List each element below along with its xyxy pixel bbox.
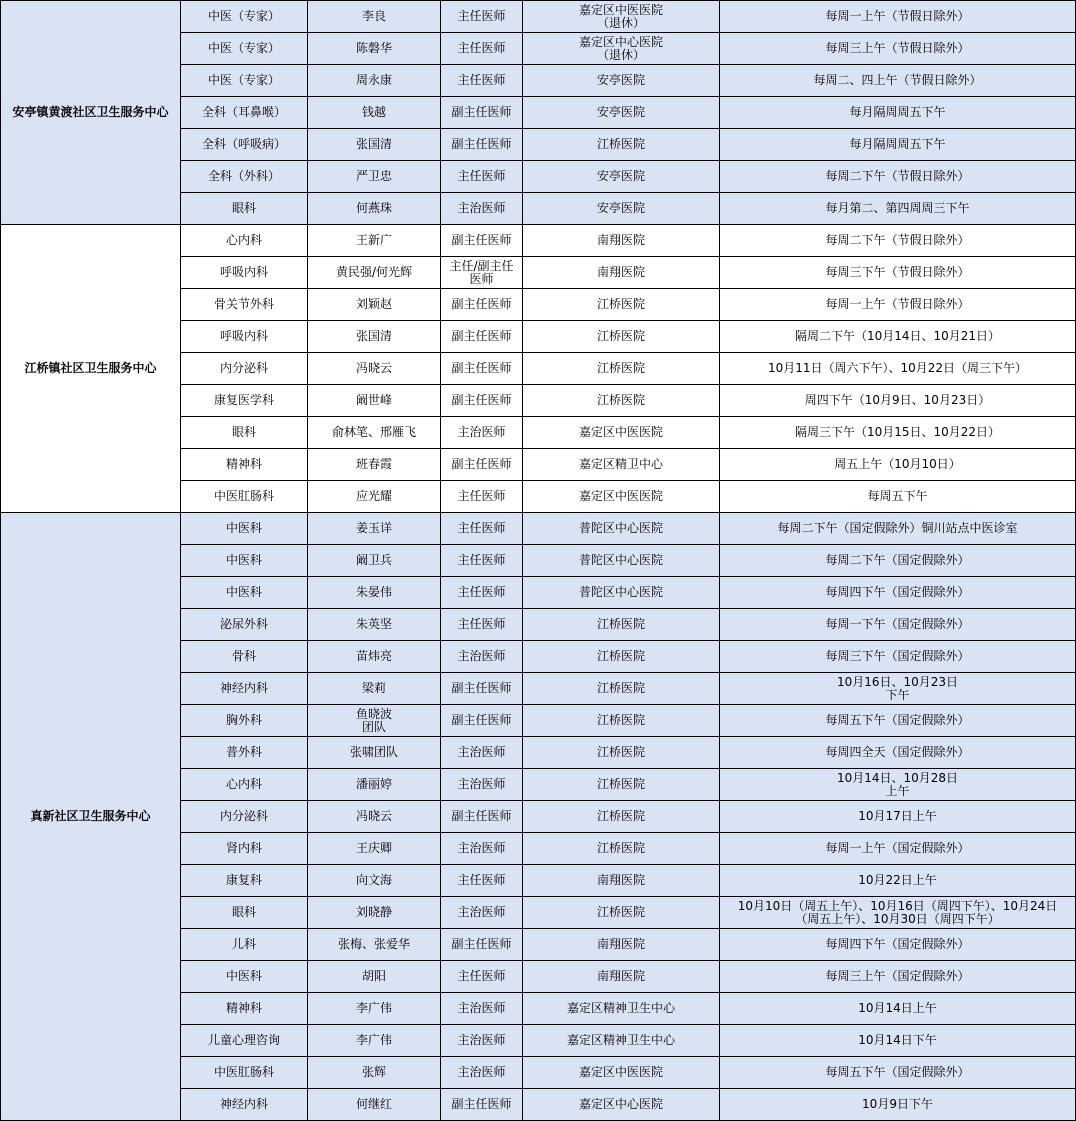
dept-cell: 心内科 [181,225,308,257]
dept-cell: 中医肛肠科 [181,1057,308,1089]
time-cell: 10月10日（周五上午）、10月16日（周四下午）、10月24日 （周五上午）、10月30日（周四下午） [720,897,1076,929]
time-cell: 10月14日下午 [720,1025,1076,1057]
doctor-cell: 何继红 [308,1089,441,1121]
hospital-cell: 江桥医院 [523,353,720,385]
title-cell: 主治医师 [441,1025,523,1057]
title-cell: 主治医师 [441,1057,523,1089]
time-cell: 每周四全天（国定假除外） [720,737,1076,769]
doctor-cell: 鱼晓波 团队 [308,705,441,737]
doctor-cell: 周永康 [308,65,441,97]
hospital-cell: 江桥医院 [523,609,720,641]
time-cell: 每周五下午（国定假除外） [720,1057,1076,1089]
dept-cell: 儿童心理咨询 [181,1025,308,1057]
doctor-cell: 潘丽婷 [308,769,441,801]
hospital-cell: 江桥医院 [523,833,720,865]
time-cell: 每月第二、第四周周三下午 [720,193,1076,225]
doctor-cell: 张国清 [308,129,441,161]
dept-cell: 内分泌科 [181,801,308,833]
doctor-cell: 何燕珠 [308,193,441,225]
title-cell: 副主任医师 [441,449,523,481]
hospital-cell: 江桥医院 [523,129,720,161]
time-cell: 每月隔周周五下午 [720,129,1076,161]
time-cell: 10月9日下午 [720,1089,1076,1121]
hospital-cell: 安亭医院 [523,161,720,193]
hospital-cell: 嘉定区中心医院 （退休） [523,33,720,65]
title-cell: 主任医师 [441,513,523,545]
dept-cell: 普外科 [181,737,308,769]
doctor-cell: 向文海 [308,865,441,897]
dept-cell: 心内科 [181,769,308,801]
hospital-cell: 南翔医院 [523,225,720,257]
title-cell: 主任医师 [441,481,523,513]
dept-cell: 精神科 [181,993,308,1025]
hospital-cell: 江桥医院 [523,705,720,737]
hospital-cell: 江桥医院 [523,801,720,833]
doctor-cell: 梁莉 [308,673,441,705]
schedule-body [1,1,1076,1121]
doctor-cell: 王新广 [308,225,441,257]
dept-cell: 精神科 [181,449,308,481]
title-cell: 副主任医师 [441,929,523,961]
time-cell: 每周二、四上午（节假日除外） [720,65,1076,97]
time-cell: 10月16日、10月23日 下午 [720,673,1076,705]
title-cell: 副主任医师 [441,673,523,705]
title-cell: 主治医师 [441,769,523,801]
time-cell: 每周五下午（国定假除外） [720,705,1076,737]
dept-cell: 康复医学科 [181,385,308,417]
title-cell: 副主任医师 [441,129,523,161]
dept-cell: 中医科 [181,545,308,577]
time-cell: 10月14日上午 [720,993,1076,1025]
title-cell: 副主任医师 [441,225,523,257]
time-cell: 每周三下午（节假日除外） [720,257,1076,289]
dept-cell: 胸外科 [181,705,308,737]
doctor-cell: 陈磐华 [308,33,441,65]
title-cell: 副主任医师 [441,289,523,321]
center-name-cell: 安亭镇黄渡社区卫生服务中心 [1,1,181,225]
time-cell: 周五上午（10月10日） [720,449,1076,481]
doctor-cell: 李广伟 [308,1025,441,1057]
title-cell: 主任医师 [441,577,523,609]
title-cell: 副主任医师 [441,321,523,353]
time-cell: 周四下午（10月9日、10月23日） [720,385,1076,417]
hospital-cell: 江桥医院 [523,769,720,801]
table-row [1,513,1076,545]
doctor-cell: 张辉 [308,1057,441,1089]
hospital-cell: 嘉定区中医医院 （退休） [523,1,720,33]
dept-cell: 中医科 [181,577,308,609]
time-cell: 10月22日上午 [720,865,1076,897]
hospital-cell: 安亭医院 [523,97,720,129]
title-cell: 主任医师 [441,65,523,97]
time-cell: 隔周二下午（10月14日、10月21日） [720,321,1076,353]
time-cell: 10月14日、10月28日 上午 [720,769,1076,801]
dept-cell: 神经内科 [181,1089,308,1121]
doctor-cell: 黄民强/何光辉 [308,257,441,289]
doctor-cell: 王庆卿 [308,833,441,865]
hospital-cell: 普陀区中心医院 [523,545,720,577]
time-cell: 每周二下午（节假日除外） [720,225,1076,257]
dept-cell: 眼科 [181,417,308,449]
hospital-cell: 嘉定区中医医院 [523,481,720,513]
title-cell: 主治医师 [441,641,523,673]
dept-cell: 全科（耳鼻喉） [181,97,308,129]
dept-cell: 中医科 [181,513,308,545]
time-cell: 每周三下午（国定假除外） [720,641,1076,673]
hospital-cell: 江桥医院 [523,321,720,353]
hospital-cell: 嘉定区精神卫生中心 [523,1025,720,1057]
hospital-cell: 江桥医院 [523,897,720,929]
time-cell: 每周一下午（国定假除外） [720,609,1076,641]
dept-cell: 全科（呼吸病） [181,129,308,161]
title-cell: 主治医师 [441,417,523,449]
dept-cell: 神经内科 [181,673,308,705]
title-cell: 副主任医师 [441,1089,523,1121]
table-row [1,225,1076,257]
dept-cell: 康复科 [181,865,308,897]
time-cell: 每周二下午（国定假除外） [720,545,1076,577]
hospital-cell: 安亭医院 [523,65,720,97]
doctor-cell: 张梅、张爱华 [308,929,441,961]
title-cell: 主治医师 [441,737,523,769]
title-cell: 主任医师 [441,1,523,33]
hospital-cell: 江桥医院 [523,385,720,417]
doctor-cell: 李良 [308,1,441,33]
doctor-cell: 钱越 [308,97,441,129]
doctor-cell: 胡阳 [308,961,441,993]
hospital-cell: 江桥医院 [523,289,720,321]
hospital-cell: 嘉定区精卫中心 [523,449,720,481]
doctor-cell: 阚世峰 [308,385,441,417]
hospital-cell: 嘉定区精神卫生中心 [523,993,720,1025]
time-cell: 隔周三下午（10月15日、10月22日） [720,417,1076,449]
doctor-cell: 李广伟 [308,993,441,1025]
title-cell: 副主任医师 [441,801,523,833]
title-cell: 主治医师 [441,897,523,929]
title-cell: 主任医师 [441,161,523,193]
center-name-cell: 真新社区卫生服务中心 [1,513,181,1121]
doctor-cell: 朱英坚 [308,609,441,641]
doctor-cell: 刘晓静 [308,897,441,929]
doctor-cell: 应光耀 [308,481,441,513]
hospital-cell: 普陀区中心医院 [523,513,720,545]
time-cell: 每周一上午（节假日除外） [720,1,1076,33]
title-cell: 主治医师 [441,833,523,865]
time-cell: 每周二下午（国定假除外）铜川站点中医诊室 [720,513,1076,545]
hospital-cell: 嘉定区中医医院 [523,1057,720,1089]
doctor-cell: 阚卫兵 [308,545,441,577]
hospital-cell: 南翔医院 [523,961,720,993]
title-cell: 主任医师 [441,865,523,897]
dept-cell: 中医肛肠科 [181,481,308,513]
dept-cell: 呼吸内科 [181,257,308,289]
time-cell: 每周一上午（国定假除外） [720,833,1076,865]
hospital-cell: 江桥医院 [523,641,720,673]
title-cell: 主任医师 [441,609,523,641]
title-cell: 副主任医师 [441,705,523,737]
dept-cell: 肾内科 [181,833,308,865]
doctor-cell: 苗炜亮 [308,641,441,673]
doctor-cell: 朱晏伟 [308,577,441,609]
title-cell: 主治医师 [441,193,523,225]
doctor-cell: 张国清 [308,321,441,353]
time-cell: 每周四下午（国定假除外） [720,577,1076,609]
doctor-cell: 张啸团队 [308,737,441,769]
dept-cell: 骨关节外科 [181,289,308,321]
dept-cell: 中医（专家） [181,1,308,33]
dept-cell: 泌尿外科 [181,609,308,641]
hospital-cell: 嘉定区中心医院 [523,1089,720,1121]
time-cell: 10月11日（周六下午）、10月22日（周三下午） [720,353,1076,385]
title-cell: 副主任医师 [441,97,523,129]
center-name-cell: 江桥镇社区卫生服务中心 [1,225,181,513]
dept-cell: 中医（专家） [181,65,308,97]
time-cell: 10月17日上午 [720,801,1076,833]
time-cell: 每月隔周周五下午 [720,97,1076,129]
doctor-cell: 班春霞 [308,449,441,481]
time-cell: 每周四下午（国定假除外） [720,929,1076,961]
hospital-cell: 南翔医院 [523,865,720,897]
doctor-cell: 严卫忠 [308,161,441,193]
title-cell: 主任医师 [441,33,523,65]
hospital-cell: 南翔医院 [523,257,720,289]
doctor-cell: 姜玉详 [308,513,441,545]
title-cell: 主任医师 [441,545,523,577]
doctor-cell: 刘颖赵 [308,289,441,321]
dept-cell: 中医（专家） [181,33,308,65]
dept-cell: 呼吸内科 [181,321,308,353]
dept-cell: 眼科 [181,193,308,225]
title-cell: 副主任医师 [441,385,523,417]
title-cell: 主任医师 [441,961,523,993]
dept-cell: 儿科 [181,929,308,961]
hospital-cell: 嘉定区中医医院 [523,417,720,449]
hospital-cell: 安亭医院 [523,193,720,225]
dept-cell: 全科（外科） [181,161,308,193]
time-cell: 每周一上午（节假日除外） [720,289,1076,321]
dept-cell: 骨科 [181,641,308,673]
table-row [1,1,1076,33]
doctor-cell: 冯晓云 [308,353,441,385]
hospital-cell: 江桥医院 [523,737,720,769]
dept-cell: 中医科 [181,961,308,993]
dept-cell: 眼科 [181,897,308,929]
time-cell: 每周二下午（节假日除外） [720,161,1076,193]
hospital-cell: 南翔医院 [523,929,720,961]
title-cell: 主任/副主任 医师 [441,257,523,289]
title-cell: 副主任医师 [441,353,523,385]
hospital-cell: 江桥医院 [523,673,720,705]
title-cell: 主治医师 [441,993,523,1025]
time-cell: 每周三上午（国定假除外） [720,961,1076,993]
doctor-cell: 冯晓云 [308,801,441,833]
time-cell: 每周五下午 [720,481,1076,513]
dept-cell: 内分泌科 [181,353,308,385]
time-cell: 每周三上午（节假日除外） [720,33,1076,65]
doctor-cell: 俞林笔、邢雁飞 [308,417,441,449]
hospital-cell: 普陀区中心医院 [523,577,720,609]
